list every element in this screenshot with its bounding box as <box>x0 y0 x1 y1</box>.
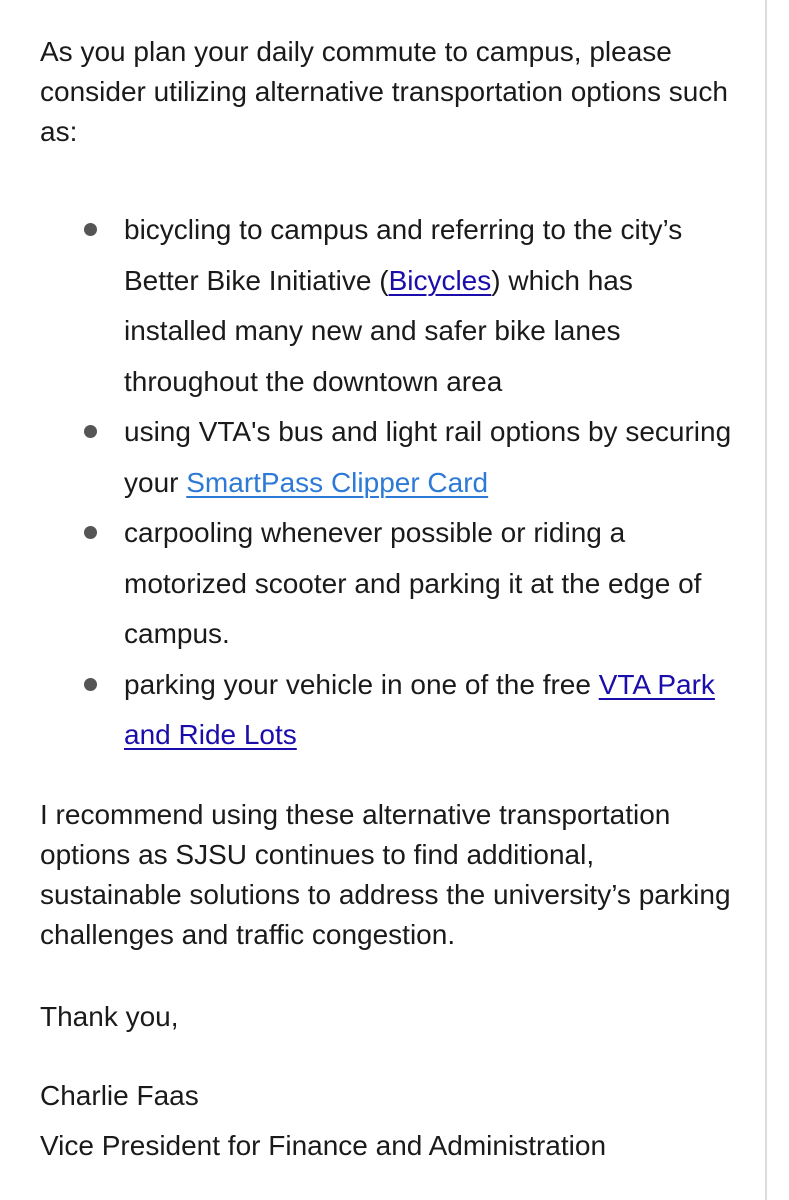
option-text: parking your vehicle in one of the free <box>124 668 599 700</box>
signer-title: Vice President for Finance and Administration <box>40 1129 607 1161</box>
option-text: using VTA's bus and light rail options by securing your <box>124 416 732 498</box>
list-item-bicycling <box>40 205 740 407</box>
closing-text: Thank you, <box>40 1000 179 1032</box>
smartpass-clipper-card-link[interactable]: SmartPass Clipper Card <box>186 466 489 498</box>
vta-park-and-ride-link[interactable]: VTA Park and Ride Lots <box>124 668 715 750</box>
list-item-vta-bus <box>40 407 740 508</box>
option-text: ) which has installed many new and safer bike lanes throughout the downtown area <box>124 264 633 397</box>
transportation-options-list <box>40 205 740 761</box>
email-body <box>40 32 740 1171</box>
option-text: carpooling whenever possible or riding a motorized scooter and parking it at the edge of campus. <box>124 517 702 649</box>
scrollbar-track <box>765 0 767 1200</box>
signature-block <box>40 1071 740 1171</box>
bullet-icon <box>84 678 97 691</box>
list-item-carpooling <box>40 508 740 660</box>
bullet-icon <box>84 526 97 539</box>
signer-name: Charlie Faas <box>40 1079 199 1111</box>
bullet-icon <box>84 223 97 236</box>
list-item-park-and-ride <box>40 660 740 761</box>
intro-paragraph: As you plan your daily commute to campus, please consider utilizing alternative transportation options such as: <box>40 36 728 147</box>
recommendation-paragraph: I recommend using these alternative transportation options as SJSU continues to find additional, sustainable solutions to address the university’s parking challenges and traffic congestion. <box>40 798 731 950</box>
bicycles-link[interactable]: Bicycles <box>388 264 492 296</box>
option-text: bicycling to campus and referring to the city’s Better Bike Initiative ( <box>124 214 683 296</box>
bullet-icon <box>84 425 97 438</box>
